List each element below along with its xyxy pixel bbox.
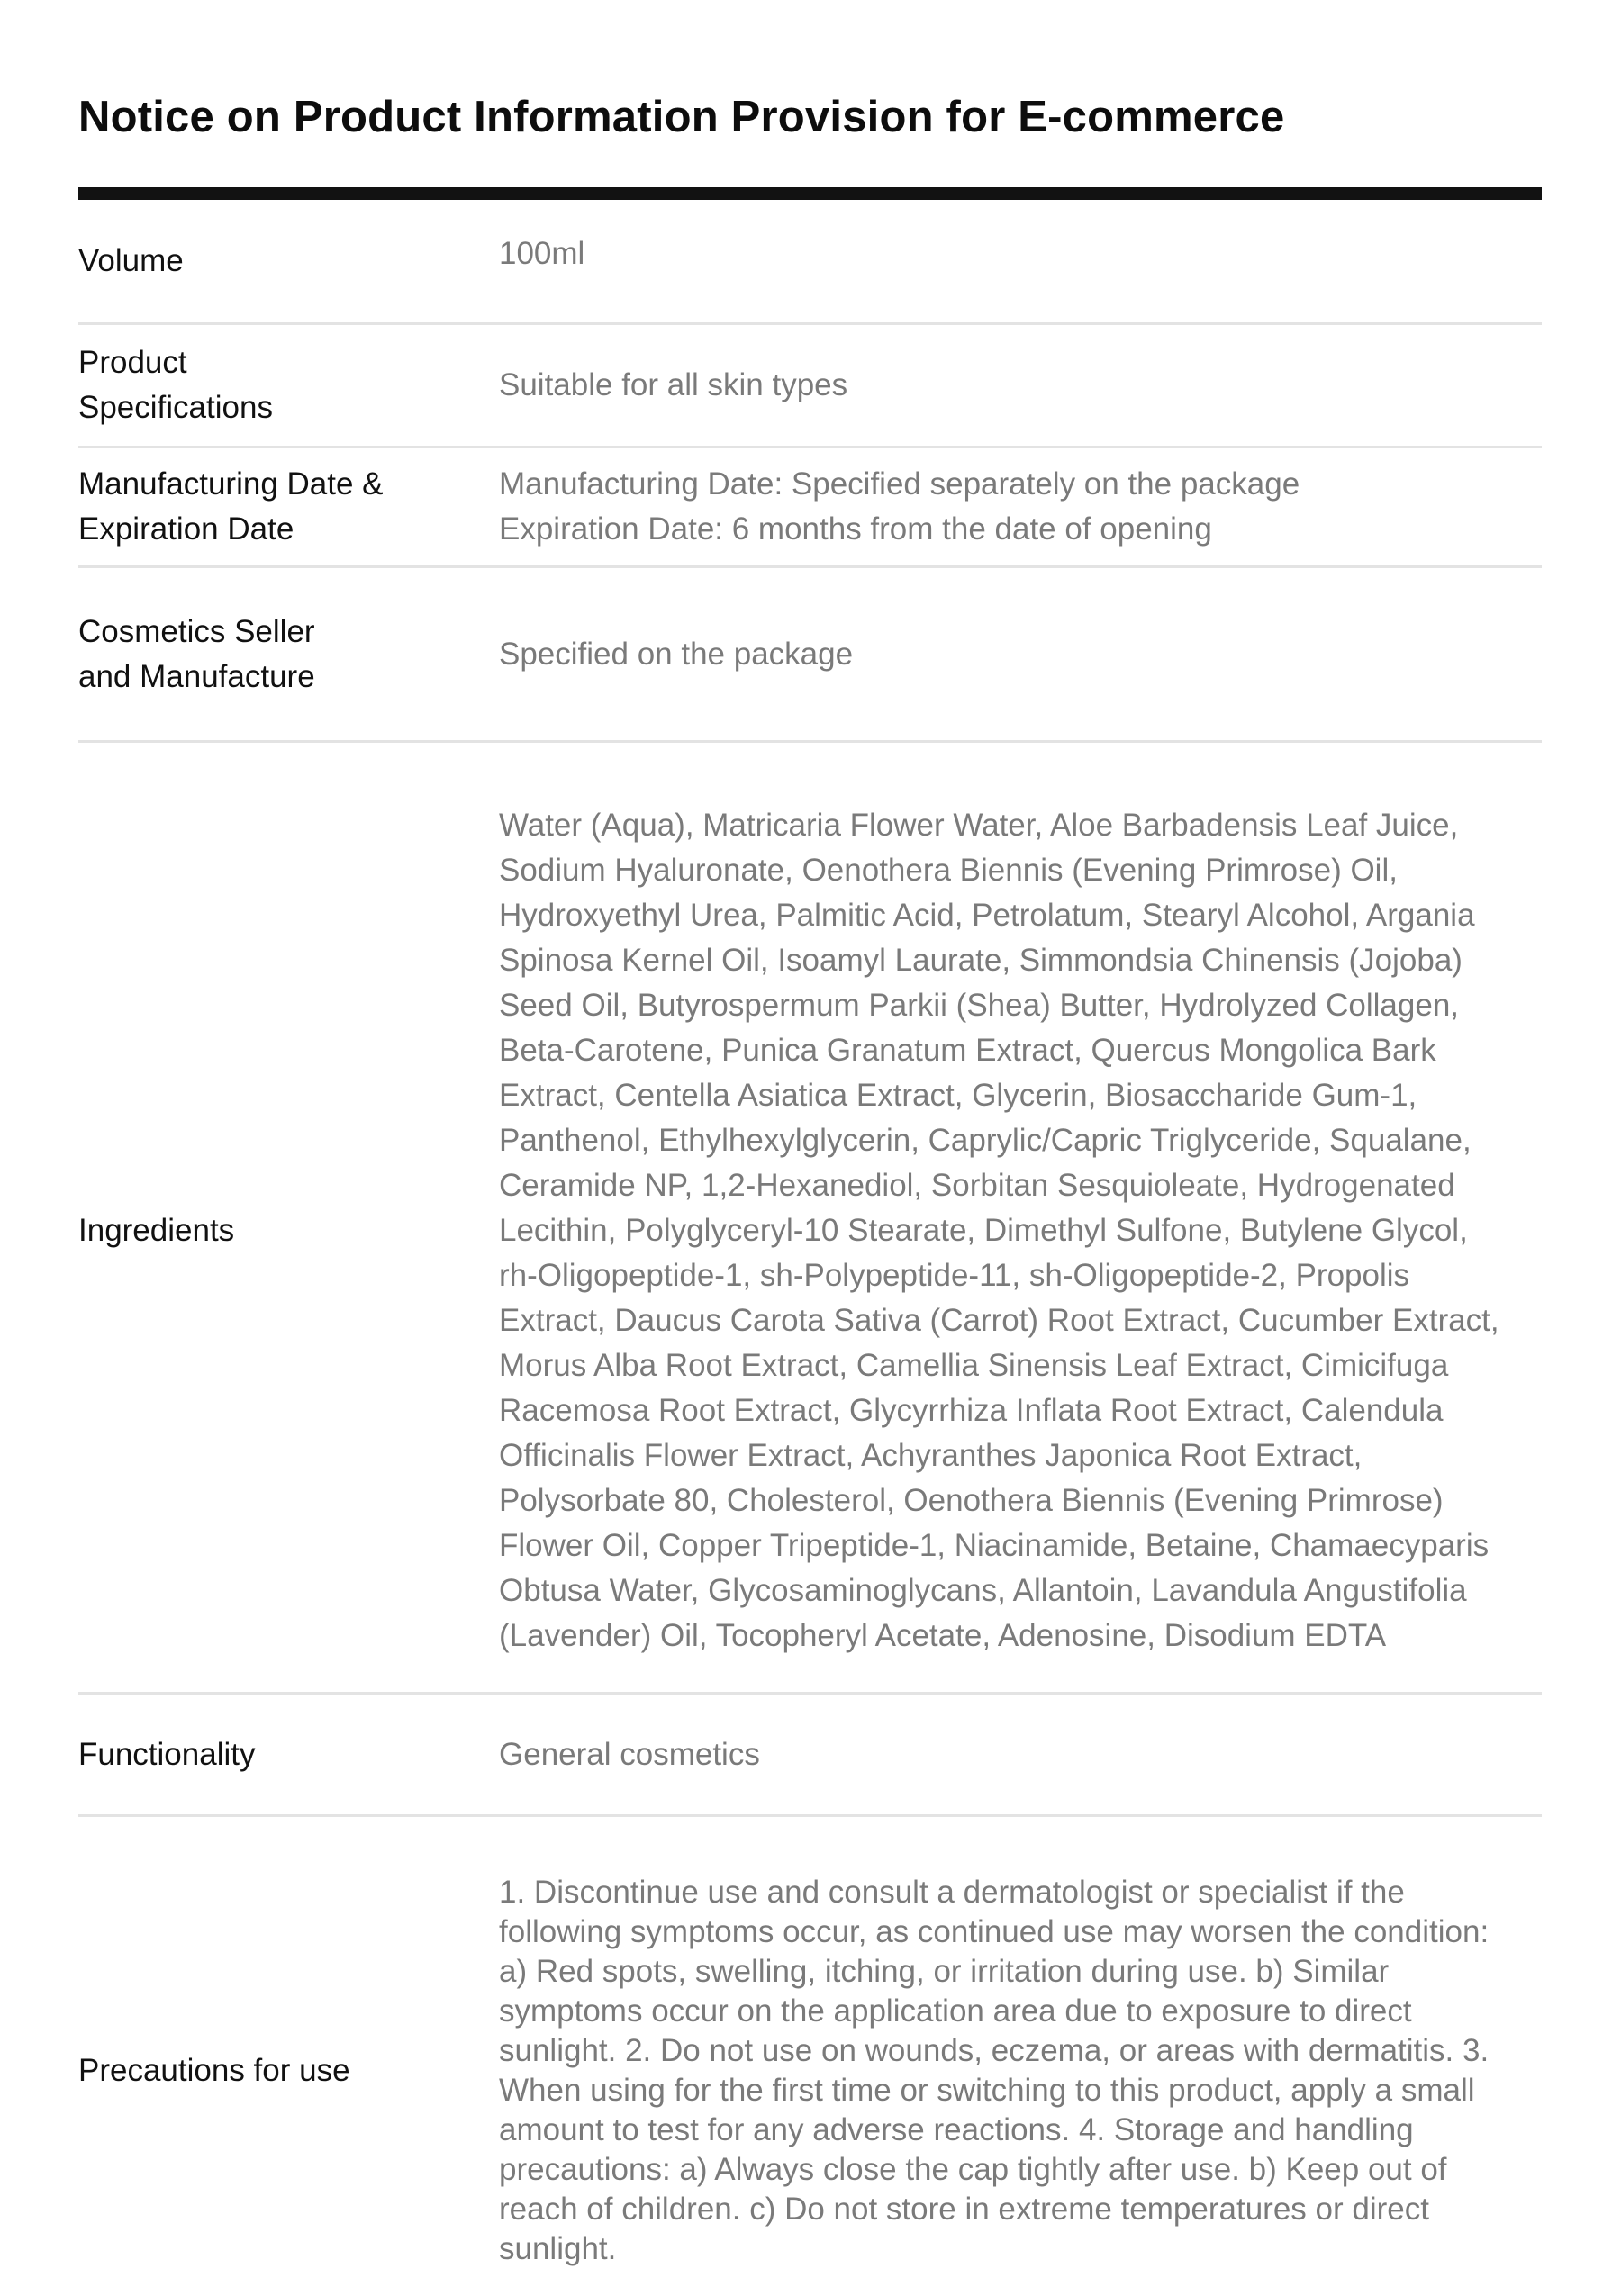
value-line: Beta-Carotene, Punica Granatum Extract, Quercus Mongolica Bark: [499, 1028, 1542, 1073]
value-line: (Lavender) Oil, Tocopheryl Acetate, Adenosine, Disodium EDTA: [499, 1614, 1542, 1659]
value-line: sunlight. 2. Do not use on wounds, eczema, or areas with dermatitis. 3.: [499, 2031, 1542, 2071]
value-line: reach of children. c) Do not store in extreme temperatures or direct: [499, 2190, 1542, 2229]
value-line: Panthenol, Ethylhexylglycerin, Caprylic/Capric Triglyceride, Squalane,: [499, 1118, 1542, 1163]
row-label-ingredients: Ingredients: [78, 1208, 499, 1253]
value-line: rh-Oligopeptide-1, sh-Polypeptide-11, sh-Oligopeptide-2, Propolis: [499, 1253, 1542, 1298]
label-line: Cosmetics Seller: [78, 610, 499, 655]
row-value-precautions: [499, 1873, 1542, 2269]
page-title: Notice on Product Information Provision for E-commerce: [78, 0, 1542, 146]
row-value-volume: 100ml: [499, 231, 1542, 276]
value-line: amount to test for any adverse reactions. 4. Storage and handling: [499, 2111, 1542, 2150]
row-label-functionality: Functionality: [78, 1732, 499, 1777]
value-line: 1. Discontinue use and consult a dermatologist or specialist if the: [499, 1873, 1542, 1912]
title-divider: [78, 187, 1542, 200]
row-label-volume: Volume: [78, 239, 499, 284]
row-value-product-specifications: Suitable for all skin types: [499, 363, 1542, 408]
label-line: Expiration Date: [78, 507, 499, 552]
row-value-manufacturing-expiration: [499, 462, 1542, 552]
value-line: Expiration Date: 6 months from the date of opening: [499, 507, 1542, 552]
label-line: Specifications: [78, 385, 499, 430]
label-line: and Manufacture: [78, 655, 499, 700]
value-line: Spinosa Kernel Oil, Isoamyl Laurate, Simmondsia Chinensis (Jojoba): [499, 938, 1542, 983]
row-label-product-specifications: [78, 340, 499, 430]
value-line: following symptoms occur, as continued use may worsen the condition:: [499, 1912, 1542, 1952]
table-row-product-specifications: [78, 324, 1542, 447]
row-value-functionality: General cosmetics: [499, 1732, 1542, 1777]
value-line: Racemosa Root Extract, Glycyrrhiza Inflata Root Extract, Calendula: [499, 1388, 1542, 1433]
label-line: Manufacturing Date &: [78, 462, 499, 507]
value-line: Sodium Hyaluronate, Oenothera Biennis (Evening Primrose) Oil,: [499, 848, 1542, 893]
value-line: Extract, Centella Asiatica Extract, Glycerin, Biosaccharide Gum-1,: [499, 1073, 1542, 1118]
value-line: precautions: a) Always close the cap tightly after use. b) Keep out of: [499, 2150, 1542, 2190]
table-row-volume: [78, 200, 1542, 324]
value-line: Hydroxyethyl Urea, Palmitic Acid, Petrolatum, Stearyl Alcohol, Argania: [499, 893, 1542, 938]
value-line: Polysorbate 80, Cholesterol, Oenothera Biennis (Evening Primrose): [499, 1478, 1542, 1523]
product-info-table: [78, 200, 1542, 2296]
value-line: Ceramide NP, 1,2-Hexanediol, Sorbitan Sesquioleate, Hydrogenated: [499, 1163, 1542, 1208]
value-line: Officinalis Flower Extract, Achyranthes Japonica Root Extract,: [499, 1433, 1542, 1478]
table-row-functionality: [78, 1694, 1542, 1816]
table-row-manufacturing-expiration: [78, 447, 1542, 567]
value-line: symptoms occur on the application area due to exposure to direct: [499, 1992, 1542, 2031]
value-line: When using for the first time or switching to this product, apply a small: [499, 2071, 1542, 2111]
table-row-ingredients: [78, 742, 1542, 1694]
value-line: Extract, Daucus Carota Sativa (Carrot) Root Extract, Cucumber Extract,: [499, 1298, 1542, 1343]
value-line: Flower Oil, Copper Tripeptide-1, Niacinamide, Betaine, Chamaecyparis: [499, 1523, 1542, 1568]
row-label-manufacturing-expiration: [78, 462, 499, 552]
row-label-seller-manufacturer: [78, 610, 499, 700]
value-line: Morus Alba Root Extract, Camellia Sinensis Leaf Extract, Cimicifuga: [499, 1343, 1542, 1388]
value-line: Water (Aqua), Matricaria Flower Water, Aloe Barbadensis Leaf Juice,: [499, 803, 1542, 848]
row-label-precautions: Precautions for use: [78, 2048, 499, 2093]
row-value-seller-manufacturer: Specified on the package: [499, 632, 1542, 677]
value-line: Obtusa Water, Glycosaminoglycans, Allantoin, Lavandula Angustifolia: [499, 1568, 1542, 1614]
table-row-precautions: [78, 1816, 1542, 2296]
value-line: Manufacturing Date: Specified separately on the package: [499, 462, 1542, 507]
table-row-seller-manufacturer: [78, 567, 1542, 742]
value-line: sunlight.: [499, 2229, 1542, 2269]
value-line: Lecithin, Polyglyceryl-10 Stearate, Dimethyl Sulfone, Butylene Glycol,: [499, 1208, 1542, 1253]
value-line: a) Red spots, swelling, itching, or irritation during use. b) Similar: [499, 1952, 1542, 1992]
label-line: Product: [78, 340, 499, 385]
row-value-ingredients: [499, 803, 1542, 1659]
value-line: Seed Oil, Butyrospermum Parkii (Shea) Butter, Hydrolyzed Collagen,: [499, 983, 1542, 1028]
